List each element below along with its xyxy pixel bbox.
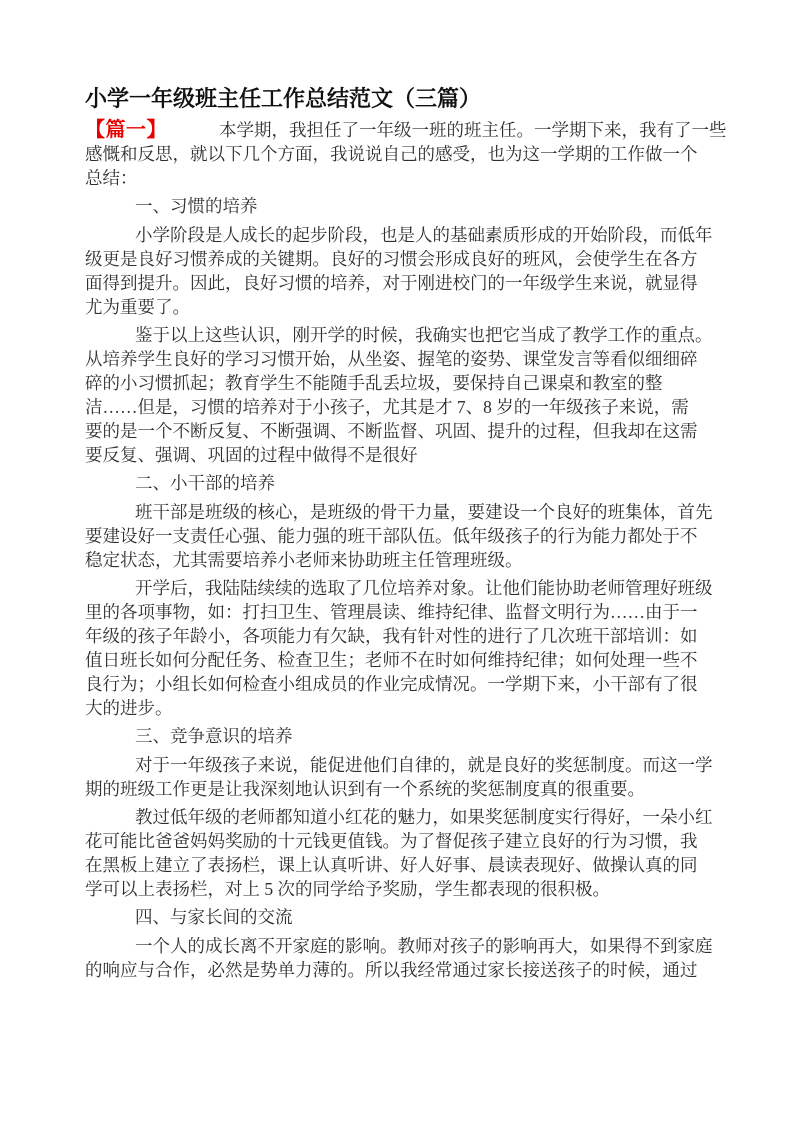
- text-line: 期的班级工作更是让我深刻地认识到有一个系统的奖惩制度真的很重要。: [85, 779, 645, 799]
- text-line: 总结：: [85, 168, 138, 188]
- text-line: 班干部是班级的核心，是班级的骨干力量，要建设一个良好的班集体，首先: [135, 502, 713, 522]
- section-heading-1: 一、习惯的培养: [135, 196, 258, 216]
- paragraph: [85, 576, 715, 720]
- text-line: 要建设好一支责任心强、能力强的班干部队伍。低年级孩子的行为能力都处于不: [85, 526, 698, 546]
- section-cadre-cultivation: [85, 471, 715, 720]
- text-line: 小学阶段是人成长的起步阶段，也是人的基础素质形成的开始阶段，而低年: [135, 225, 713, 245]
- paragraph: [85, 323, 715, 467]
- text-line: 尤为重要了。: [85, 297, 190, 317]
- section-habit-cultivation: [85, 194, 715, 467]
- text-line: 对于一年级孩子来说，能促进他们自律的，就是良好的奖惩制度。而这一学: [135, 755, 713, 775]
- section-heading-2: 二、小干部的培养: [135, 473, 275, 493]
- text-line: 开学后，我陆陆续续的选取了几位培养对象。让他们能协助老师管理好班级: [135, 578, 713, 598]
- essay-one-badge: 【篇一】: [85, 119, 167, 141]
- text-line: 大的进步。: [85, 698, 173, 718]
- text-line: 要反复、强调、巩固的过程中做得不是很好: [85, 445, 418, 465]
- section-heading-4: 四、与家长间的交流: [135, 907, 293, 927]
- opening-first-line: [85, 118, 727, 142]
- text-line: 面得到提升。因此，良好习惯的培养，对于刚进校门的一年级学生来说，就显得: [85, 273, 698, 293]
- paragraph: [85, 753, 715, 801]
- opening-rest-lines: [85, 142, 715, 190]
- opening-first-line-text: 本学期，我担任了一年级一班的班主任。一学期下来，我有了一些: [219, 120, 727, 140]
- text-line: 级更是良好习惯养成的关键期。良好的习惯会形成良好的班风，会使学生在各方: [85, 249, 698, 269]
- text-line: 从培养学生良好的学习习惯开始，从坐姿、握笔的姿势、课堂发言等看似细细碎: [85, 349, 698, 369]
- text-line: 感慨和反思，就以下几个方面，我说说自己的感受，也为这一学期的工作做一个: [85, 144, 698, 164]
- text-line: 花可能比爸爸妈妈奖励的十元钱更值钱。为了督促孩子建立良好的行为习惯，我: [85, 831, 698, 851]
- text-line: 洁……但是，习惯的培养对于小孩子，尤其是才 7、8 岁的一年级孩子来说，需: [85, 397, 689, 417]
- document-title: 小学一年级班主任工作总结范文（三篇）: [85, 86, 482, 111]
- section-competition-awareness: [85, 724, 715, 901]
- paragraph: [85, 805, 715, 901]
- text-line: 的响应与合作，必然是势单力薄的。所以我经常通过家长接送孩子的时候，通过: [85, 960, 698, 980]
- text-line: 年级的孩子年龄小，各项能力有欠缺，我有针对性的进行了几次班干部培训：如: [85, 626, 698, 646]
- text-line: 值日班长如何分配任务、检查卫生；老师不在时如何维持纪律；如何处理一些不: [85, 650, 698, 670]
- text-line: 在黑板上建立了表扬栏，课上认真听讲、好人好事、晨读表现好、做操认真的同: [85, 855, 698, 875]
- section-parent-communication: [85, 905, 715, 982]
- text-line: 稳定状态，尤其需要培养小老师来协助班主任管理班级。: [85, 550, 523, 570]
- paragraph: [85, 934, 715, 982]
- text-line: 碎的小习惯抓起；教育学生不能随手乱丢垃圾，要保持自己课桌和教室的整: [85, 373, 663, 393]
- text-line: 良行为；小组长如何检查小组成员的作业完成情况。一学期下来，小干部有了很: [85, 674, 698, 694]
- text-line: 教过低年级的老师都知道小红花的魅力，如果奖惩制度实行得好，一朵小红: [135, 807, 713, 827]
- paragraph: [85, 223, 715, 319]
- opening-paragraph: [85, 118, 727, 190]
- paragraph: [85, 500, 715, 572]
- text-line: 学可以上表扬栏，对上 5 次的同学给予奖励，学生都表现的很积极。: [85, 879, 610, 899]
- text-line: 鉴于以上这些认识，刚开学的时候，我确实也把它当成了教学工作的重点。: [135, 325, 713, 345]
- text-line: 里的各项事物，如：打扫卫生、管理晨读、维持纪律、监督文明行为……由于一: [85, 602, 698, 622]
- text-line: 一个人的成长离不开家庭的影响。教师对孩子的影响再大，如果得不到家庭: [135, 936, 713, 956]
- text-line: 要的是一个不断反复、不断强调、不断监督、巩固、提升的过程，但我却在这需: [85, 421, 698, 441]
- section-heading-3: 三、竞争意识的培养: [135, 726, 293, 746]
